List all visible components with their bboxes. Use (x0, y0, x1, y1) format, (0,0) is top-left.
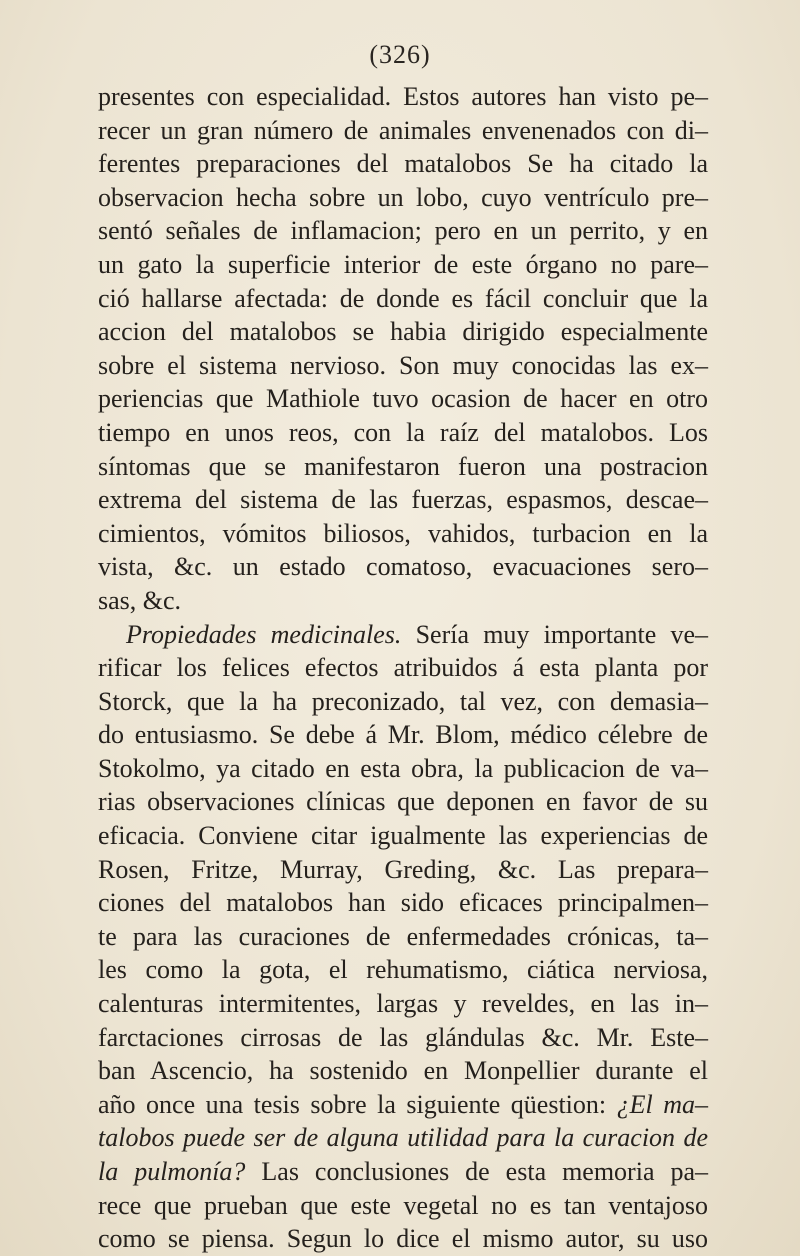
text-line (98, 685, 708, 719)
body-text (98, 80, 708, 1256)
text-line (98, 953, 708, 987)
text-segment: sobre el sistema nervioso. Son muy conocidas las ex– (98, 350, 708, 380)
text-line (98, 752, 708, 786)
text-line (98, 1222, 708, 1256)
page-number: (326) (369, 40, 431, 69)
text-line (98, 214, 708, 248)
text-segment: como se piensa. Segun lo dice el mismo autor, su uso (98, 1224, 708, 1254)
text-line (98, 886, 708, 920)
text-segment: periencias que Mathiole tuvo ocasion de hacer en otro (98, 384, 708, 414)
italic-text: Propiedades medicinales. (126, 619, 402, 649)
text-line (98, 147, 708, 181)
text-line (98, 1054, 708, 1088)
text-segment: rias observaciones clínicas que deponen en favor de su (98, 787, 708, 817)
text-segment: Rosen, Fritze, Murray, Greding, &c. Las prepara– (98, 854, 708, 884)
text-segment: presentes con especialidad. Estos autores han visto pe– (98, 82, 708, 111)
text-line (98, 450, 708, 484)
text-line (98, 114, 708, 148)
text-segment: do entusiasmo. Se debe á Mr. Blom, médico célebre de (98, 720, 708, 750)
text-line (98, 651, 708, 685)
text-segment: tiempo en unos reos, con la raíz del matalobos. Los (98, 417, 708, 447)
text-line (98, 785, 708, 819)
text-segment: cimientos, vómitos biliosos, vahidos, turbacion en la (98, 518, 708, 548)
text-segment: Storck, que la ha preconizado, tal vez, con demasia– (98, 686, 708, 716)
text-line (98, 1121, 708, 1155)
text-line (98, 349, 708, 383)
text-segment: síntomas que se manifestaron fueron una postracion (98, 451, 708, 481)
text-line (98, 416, 708, 450)
text-line (98, 382, 708, 416)
text-line (98, 920, 708, 954)
text-line (98, 483, 708, 517)
text-segment: les como la gota, el rehumatismo, ciática nerviosa, (98, 955, 708, 985)
text-line (98, 987, 708, 1021)
text-line (98, 181, 708, 215)
text-line (98, 550, 708, 584)
text-line (98, 1088, 708, 1122)
text-segment: ferentes preparaciones del matalobos Se ha citado la (98, 149, 708, 179)
text-line (98, 1021, 708, 1055)
text-segment: año once una tesis sobre la siguiente qüestion: (98, 1089, 617, 1119)
italic-text: talobos puede ser de alguna utilidad para la curacion de (98, 1123, 708, 1153)
text-segment: farctaciones cirrosas de las glándulas &c. Mr. Este– (98, 1022, 708, 1052)
text-line (98, 1155, 708, 1189)
text-segment: ban Ascencio, ha sostenido en Monpellier durante el (98, 1056, 708, 1086)
text-segment: rificar los felices efectos atribuidos á esta planta por (98, 653, 708, 683)
text-line (98, 1189, 708, 1223)
text-segment: recer un gran número de animales envenenados con di– (98, 115, 708, 145)
text-segment: eficacia. Conviene citar igualmente las experiencias de (98, 821, 708, 851)
text-segment: Sería muy importante ve– (401, 619, 708, 649)
text-line (98, 718, 708, 752)
text-segment: Las conclusiones de esta memoria pa– (245, 1157, 708, 1186)
text-line (98, 853, 708, 887)
text-line (98, 315, 708, 349)
italic-text: ¿El ma– (616, 1089, 708, 1119)
text-segment: extrema del sistema de las fuerzas, espasmos, descae– (98, 485, 708, 515)
text-segment: sas, &c. (98, 585, 182, 615)
text-line (98, 584, 708, 618)
text-segment: ció hallarse afectada: de donde es fácil concluir que la (98, 283, 708, 313)
text-segment: observacion hecha sobre un lobo, cuyo ventrículo pre– (98, 182, 708, 212)
text-segment: ciones del matalobos han sido eficaces principalmen– (98, 888, 708, 918)
text-line (98, 819, 708, 853)
text-segment: te para las curaciones de enfermedades crónicas, ta– (98, 921, 708, 951)
text-line (98, 618, 708, 652)
text-line (98, 517, 708, 551)
text-segment: vista, &c. un estado comatoso, evacuaciones sero– (98, 552, 708, 582)
text-line (98, 80, 708, 114)
text-segment: accion del matalobos se habia dirigido especialmente (98, 317, 708, 347)
text-line (98, 248, 708, 282)
text-line (98, 282, 708, 316)
text-segment: un gato la superficie interior de este órgano no pare– (98, 249, 708, 279)
text-segment: Stokolmo, ya citado en esta obra, la publicacion de va– (98, 753, 708, 783)
text-segment: sentó señales de inflamacion; pero en un perrito, y en (98, 216, 708, 246)
italic-text: la pulmonía? (98, 1157, 246, 1186)
text-segment: rece que prueban que este vegetal no es tan ventajoso (98, 1190, 708, 1220)
text-segment: calenturas intermitentes, largas y reveldes, en las in– (98, 989, 708, 1019)
